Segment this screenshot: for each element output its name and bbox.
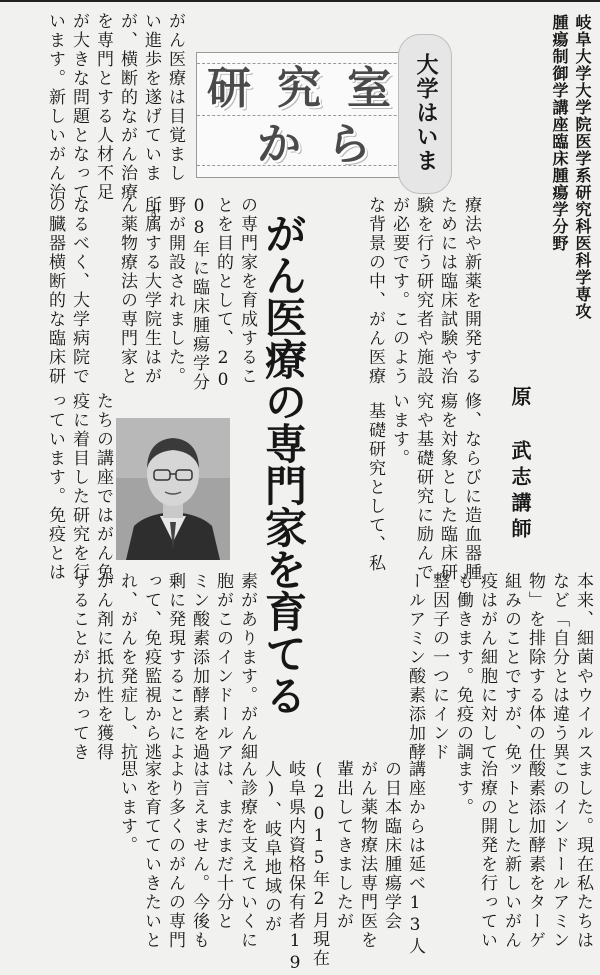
body-line: の専門家を育成するこ: [237, 196, 257, 386]
body-line: がん薬物療法専門医を: [357, 760, 377, 950]
university-now-badge: [398, 34, 452, 194]
body-line: の日本臨床腫瘍学会: [381, 760, 401, 931]
body-line: 療法や新薬を開発する: [461, 196, 481, 386]
body-line: ールアミン酸素添加酵: [405, 572, 425, 762]
body-line: がん医療は目覚まし: [165, 12, 185, 183]
body-line: 瘍を対象とした臨床研: [437, 392, 457, 582]
body-line: います。新しいがん治: [45, 12, 65, 202]
body-line: 整因子の一つにインド: [429, 572, 449, 762]
body-line: なるべく、大学病院で: [69, 196, 89, 386]
title-char-2: 究: [277, 63, 321, 114]
body-line: など「自分とは違う異: [549, 572, 569, 762]
body-line: とを目的として、20: [213, 196, 233, 392]
body-line: 08年に臨床腫瘍学分: [189, 196, 209, 392]
body-line: 本来、細菌やウイルス: [573, 572, 593, 762]
body-line: が大きな問題となって: [69, 12, 89, 202]
body-line: 究や基礎研究に励んで: [413, 392, 433, 582]
body-line: 物」を排除する体の仕: [525, 572, 545, 762]
body-line: は言えません。今後も: [189, 760, 209, 950]
body-line: より多くのがんの専門: [165, 760, 185, 950]
body-line: が、横断的ながん治療: [117, 12, 137, 202]
body-line: ん診療を支えていくに: [237, 760, 257, 950]
body-line: ためには臨床試験や治: [437, 196, 457, 386]
title-char-4: か: [257, 119, 301, 170]
body-line: って、免疫監視から逃: [141, 572, 161, 762]
body-line: 胞がこのインドールア: [213, 572, 233, 762]
body-line: 験を行う研究者や施設: [413, 196, 433, 386]
body-line: の臓器横断的な臨床研: [45, 196, 65, 386]
body-line: 素があります。がん細: [237, 572, 257, 762]
body-line: 基礎研究として、私: [365, 402, 385, 573]
body-line: っています。免疫とは: [45, 392, 65, 582]
author-given-name: 武志講師: [508, 440, 532, 544]
top-rule: [0, 0, 600, 2]
badge-label: 大学はいま: [413, 53, 438, 173]
body-line: ます。: [453, 760, 473, 817]
body-line: は、まだまだ十分と: [213, 760, 233, 931]
body-line: れ、がんを発症し、抗: [117, 572, 137, 762]
author-surname: 原: [508, 386, 532, 412]
body-line: ットとした新しいがん: [501, 760, 521, 950]
body-line: 思います。: [117, 760, 137, 855]
affiliation-line-2: 腫瘍制御学講座臨床腫瘍学分野: [550, 14, 569, 252]
body-line: 疫はがん細胞に対して: [477, 572, 497, 762]
body-line: 野が開設されました。: [165, 196, 185, 386]
body-line: ました。現在私たちは: [573, 760, 593, 950]
body-line: 疫に着目した研究を行: [69, 392, 89, 582]
body-line: ん薬物療法の専門家と: [117, 196, 137, 386]
body-line: も働きます。免疫の調: [453, 572, 473, 762]
body-line: 治療の開発を行ってい: [477, 760, 497, 950]
body-line: (2015年2月現在: [309, 760, 329, 968]
affiliation-line-1: 岐阜大学大学院医学系研究科医科学専攻: [573, 14, 592, 320]
body-line: がん剤に抵抗性を獲得: [93, 572, 113, 762]
body-line: 修、ならびに造血器腫: [461, 392, 481, 582]
body-line: このインドールアミン: [549, 760, 569, 950]
body-line: たちの講座ではがん免: [93, 392, 113, 582]
title-char-5: ら: [327, 119, 371, 170]
body-line: な背景の中、がん医療: [365, 196, 385, 386]
body-line: い進歩を遂げていま す: [141, 12, 161, 224]
body-line: することがわかってき: [69, 572, 89, 762]
body-line: が必要です。このよう: [389, 196, 409, 386]
portrait-illustration: [116, 418, 230, 560]
body-line: 組みのことですが、免: [501, 572, 521, 762]
body-line: 所属する大学院生はが: [141, 196, 161, 386]
body-line: 家を育てていきたいと: [141, 760, 161, 950]
body-line: 剰に発現することによ: [165, 572, 185, 762]
author-photo: [116, 418, 230, 560]
body-line: 講座からは延べ13人: [405, 760, 425, 956]
body-line: 人)、岐阜地域のが: [261, 760, 281, 934]
body-line: を専門とする人材不足: [93, 12, 113, 202]
headline: がん医療の専門家を育てる: [259, 212, 308, 716]
title-char-3: 室: [347, 63, 391, 114]
body-line: ミン酸素添加酵素を過: [189, 572, 209, 762]
title-char-1: 研: [207, 63, 251, 114]
body-line: います。: [389, 392, 409, 468]
body-line: 岐阜県内資格保有者19: [285, 760, 305, 975]
body-line: 輩出してきましたが: [333, 760, 353, 931]
body-line: 酸素添加酵素をターゲ: [525, 760, 545, 950]
